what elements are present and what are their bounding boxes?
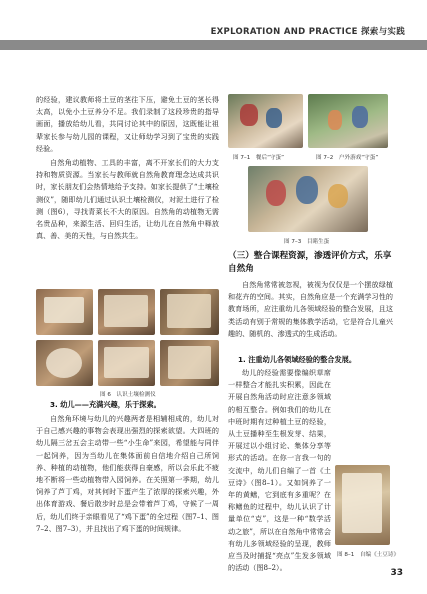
header-band xyxy=(0,40,427,50)
left-para-2: 自然角动植物、工具的丰富，离不开家长们的大力支持和物质资源。当家长与教师就自然角教育理念达成共识时，家长朋友们会热情地给予支持。如家长提供了“土壤检测仪”，随即幼儿们通过认识土壤检测仪，对泥土进行了检测（图6），寻找青菜长不大的原因。自然角的动植物无需名贵品种，来源生活、回归生活，让幼儿在自然角中释放真、善、美的天性，与自然共生。 xyxy=(36,158,219,241)
heading-children: 3. 幼儿——充满兴趣，乐于探索。 xyxy=(50,400,161,409)
heading-integration: 1. 注重幼儿各领域经验的整合发展。 xyxy=(238,355,357,364)
fig7-2-photo xyxy=(308,94,388,148)
fig8-1-caption: 图 8–1 自编《土豆诗》 xyxy=(337,552,400,558)
running-header xyxy=(0,0,427,50)
running-title: EXPLORATION AND PRACTICE 探索与实践 xyxy=(210,27,405,37)
figure-6-caption: 图 6 认识土壤检测仪 xyxy=(100,392,156,398)
fig7-1-photo xyxy=(228,94,303,148)
right-para-5-text: 幼儿的经验需要像编织草席一样整合才能扎实积累，因此在开展自然角活动时应注意多领域的相互整合。例如我们的幼儿在中班时期有过种植土豆的经验，从土豆播种至生根发芽、结果，开展过以小组讨论、集体分享等形式的活动。在你一言我一句的交流中，幼儿们自编了一首《土豆诗》（图8–1）。又如饲养了一年的黄鳝，它到底有多重呢？在称鳝鱼的过程中，幼儿认识了计量单位“克”，这是一种“数学活动之旅”，所以在自然角中常常会有幼儿多领域经验的呈现，教师应当及时捕捉“亮点”生发多领域的活动（图8–2）。 xyxy=(228,368,331,573)
fig7-3-photo xyxy=(248,166,368,232)
fig6-photo-6 xyxy=(160,340,219,386)
figure-6-photo-grid xyxy=(36,289,219,386)
fig7-2-caption: 图 7–2 户外游戏“守蛋” xyxy=(316,155,379,161)
fig6-photo-4 xyxy=(36,340,93,386)
fig7-1-caption: 图 7–1 餐后“守蛋” xyxy=(233,155,285,161)
fig6-photo-3 xyxy=(160,289,219,335)
fig6-photo-5 xyxy=(98,340,155,386)
right-para-4: 自然角常常被忽视，被视为仅仅是一个摆放绿植和花卉的空间。其实，自然角应是一个充满学习性的教育场所，应注重幼儿各领域经验的整合发展，且这类活动有别于常规的集体教学活动，它是符合儿童兴趣的、随机的、渗透式的生成活动。 xyxy=(228,280,393,338)
fig7-3-caption: 图 7–3 目睹生蛋 xyxy=(284,239,330,245)
page-number: 33 xyxy=(390,568,403,578)
left-para-1: 的经验，建议教师将土豆的茎往下压，避免土豆的茎长得太高，以免小土豆养分不足。我们录制了这段珍贵的指导画面，播放给幼儿看，共同讨论其中的原因，这既能让祖辈家长参与幼儿园的课程，又让师幼学习到了宝贵的实践经验。 xyxy=(36,95,219,153)
fig6-photo-1 xyxy=(36,289,93,335)
left-para-3: 自然角环境与幼儿的兴趣两者是相辅相成的，幼儿对于自己感兴趣的事物会表现出强烈的探索欲望。大四班的幼儿隔三岔五会主动带一些“小生命”来园，希望能与同伴一起饲养，因为当幼儿在集体面前自信地介绍自己所饲养、种植的动植物，他们能获得自豪感，所以会乐此不疲地不断将一些动植物带入园饲养。在关照第一季期，幼儿饲养了芦丁鸡，对其何时下蛋产生了浓厚的探索兴趣，外出体育游戏、餐后散步时总是会带着芦丁鸡，守候了一周后，幼儿们终于亲眼看见了“鸡下蛋”的全过程（图7–1、图7–2、图7–3），并且找出了鸡下蛋的时间规律。 xyxy=(36,414,219,533)
fig8-1-photo xyxy=(335,465,390,545)
fig6-photo-2 xyxy=(98,289,155,335)
section-heading: （三）整合课程资源，渗透评价方式，乐享自然角 xyxy=(228,251,392,274)
